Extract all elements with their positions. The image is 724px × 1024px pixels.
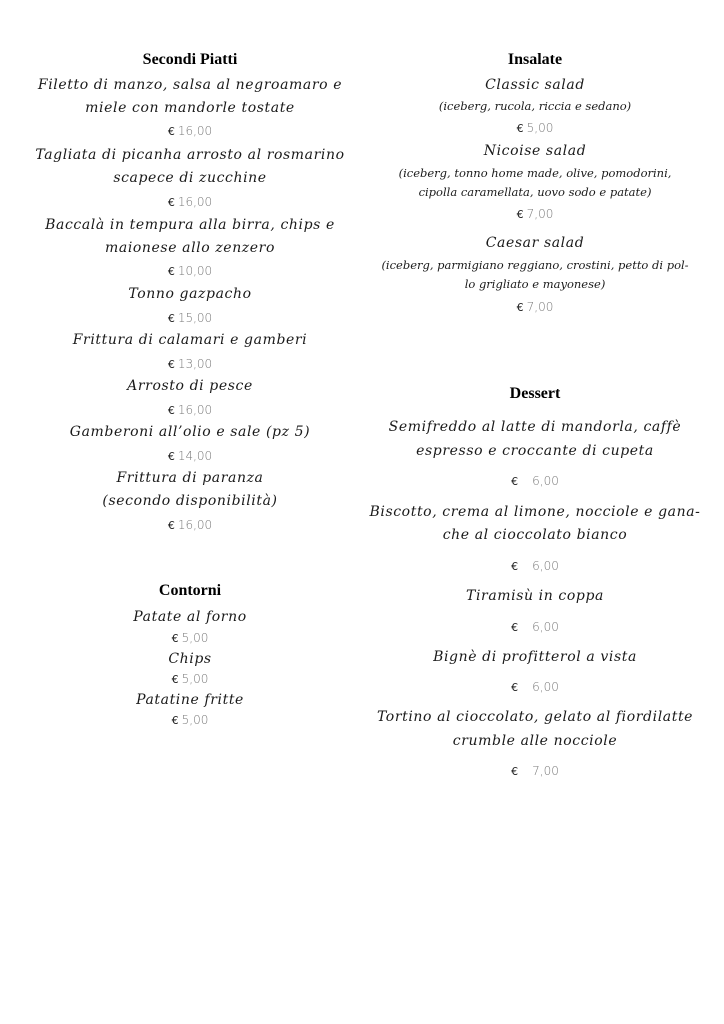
dish-description: (iceberg, parmigiano reggiano, crostini, petto di pol-	[381, 258, 689, 272]
currency-symbol: €	[171, 673, 179, 686]
currency-symbol: €	[167, 125, 175, 138]
dish-name: Gamberoni all’olio e sale (pz 5)	[69, 424, 311, 440]
price-amount: 6,00	[532, 474, 559, 488]
dish-price	[511, 680, 559, 694]
section-title-insalate: Insalate	[507, 51, 563, 68]
dish-price	[172, 672, 209, 686]
currency-symbol: €	[511, 475, 519, 488]
section-title-dessert: Dessert	[509, 385, 561, 402]
dish-name: Patate al forno	[133, 609, 247, 625]
dish-description: (iceberg, tonno home made, olive, pomodorini,	[398, 166, 672, 180]
dish-price	[168, 357, 212, 371]
dish-name: Tagliata di picanha arrosto al rosmarino	[35, 147, 345, 163]
dish-name: espresso e croccante di cupeta	[416, 443, 654, 459]
dish-name: Nicoise salad	[483, 143, 587, 159]
dish-name: Frittura di paranza	[116, 470, 264, 486]
dish-price	[511, 764, 559, 778]
dish-price	[517, 207, 554, 221]
price-amount: 7,00	[532, 764, 559, 778]
dish-price	[168, 449, 212, 463]
price-amount: 6,00	[532, 559, 559, 573]
dish-price	[517, 300, 554, 314]
currency-symbol: €	[511, 765, 519, 778]
dish-name: Caesar salad	[485, 235, 585, 251]
dish-name: Tortino al cioccolato, gelato al fiordilatte	[376, 709, 694, 725]
section-title-contorni: Contorni	[158, 582, 222, 599]
price-amount: 15,00	[177, 311, 213, 325]
price-amount: 6,00	[532, 620, 559, 634]
price-amount: 16,00	[177, 518, 213, 532]
dish-price	[168, 124, 212, 138]
currency-symbol: €	[167, 404, 175, 417]
currency-symbol: €	[167, 196, 175, 209]
dish-name: crumble alle nocciole	[452, 733, 618, 749]
currency-symbol: €	[516, 208, 524, 221]
price-amount: 7,00	[526, 300, 554, 314]
dish-name: (secondo disponibilità)	[102, 493, 278, 509]
currency-symbol: €	[516, 301, 524, 314]
price-amount: 6,00	[532, 680, 559, 694]
price-amount: 5,00	[181, 631, 209, 645]
currency-symbol: €	[167, 358, 175, 371]
currency-symbol: €	[167, 312, 175, 325]
currency-symbol: €	[511, 621, 519, 634]
currency-symbol: €	[167, 519, 175, 532]
currency-symbol: €	[167, 450, 175, 463]
dish-price	[168, 403, 212, 417]
price-amount: 13,00	[177, 357, 213, 371]
dish-name: Baccalà in tempura alla birra, chips e	[45, 217, 335, 233]
dish-name: Frittura di calamari e gamberi	[72, 332, 308, 348]
price-amount: 10,00	[177, 264, 213, 278]
dish-name: Tiramisù in coppa	[466, 588, 604, 604]
dish-price	[511, 474, 559, 488]
currency-symbol: €	[516, 122, 524, 135]
price-amount: 5,00	[181, 672, 209, 686]
dish-price	[172, 631, 209, 645]
dish-price	[511, 620, 559, 634]
currency-symbol: €	[171, 714, 179, 727]
dish-price	[168, 311, 212, 325]
dish-name: Filetto di manzo, salsa al negroamaro e	[37, 77, 343, 93]
dish-price	[511, 559, 559, 573]
dish-name: Classic salad	[485, 77, 585, 93]
price-amount: 16,00	[177, 195, 213, 209]
price-amount: 5,00	[181, 713, 209, 727]
dish-price	[168, 195, 212, 209]
currency-symbol: €	[167, 265, 175, 278]
currency-symbol: €	[511, 681, 519, 694]
price-amount: 14,00	[177, 449, 213, 463]
dish-name: Tonno gazpacho	[128, 286, 252, 302]
dish-description: cipolla caramellata, uovo sodo e patate)	[418, 185, 652, 199]
dish-price	[172, 713, 209, 727]
currency-symbol: €	[511, 560, 519, 573]
dish-price	[168, 518, 212, 532]
dish-name: Bignè di profitterol a vista	[433, 649, 637, 665]
price-amount: 16,00	[177, 124, 213, 138]
dish-name: che al cioccolato bianco	[442, 527, 628, 543]
dish-description: lo grigliato e mayonese)	[464, 277, 606, 291]
dish-name: Arrosto di pesce	[127, 378, 253, 394]
price-amount: 16,00	[177, 403, 213, 417]
price-amount: 7,00	[526, 207, 554, 221]
dish-price	[517, 121, 554, 135]
dish-price	[168, 264, 212, 278]
dish-name: miele con mandorle tostate	[85, 100, 295, 116]
dish-name: Biscotto, crema al limone, nocciole e gana-	[369, 504, 701, 520]
dish-description: (iceberg, rucola, riccia e sedano)	[438, 99, 632, 113]
dish-name: Patatine fritte	[136, 692, 244, 708]
currency-symbol: €	[171, 632, 179, 645]
section-title-secondi-piatti: Secondi Piatti	[142, 51, 238, 68]
dish-name: maionese allo zenzero	[105, 240, 275, 256]
dish-name: Chips	[168, 651, 212, 667]
dish-name: Semifreddo al latte di mandorla, caffè	[388, 419, 682, 435]
price-amount: 5,00	[526, 121, 554, 135]
dish-name: scapece di zucchine	[113, 170, 267, 186]
